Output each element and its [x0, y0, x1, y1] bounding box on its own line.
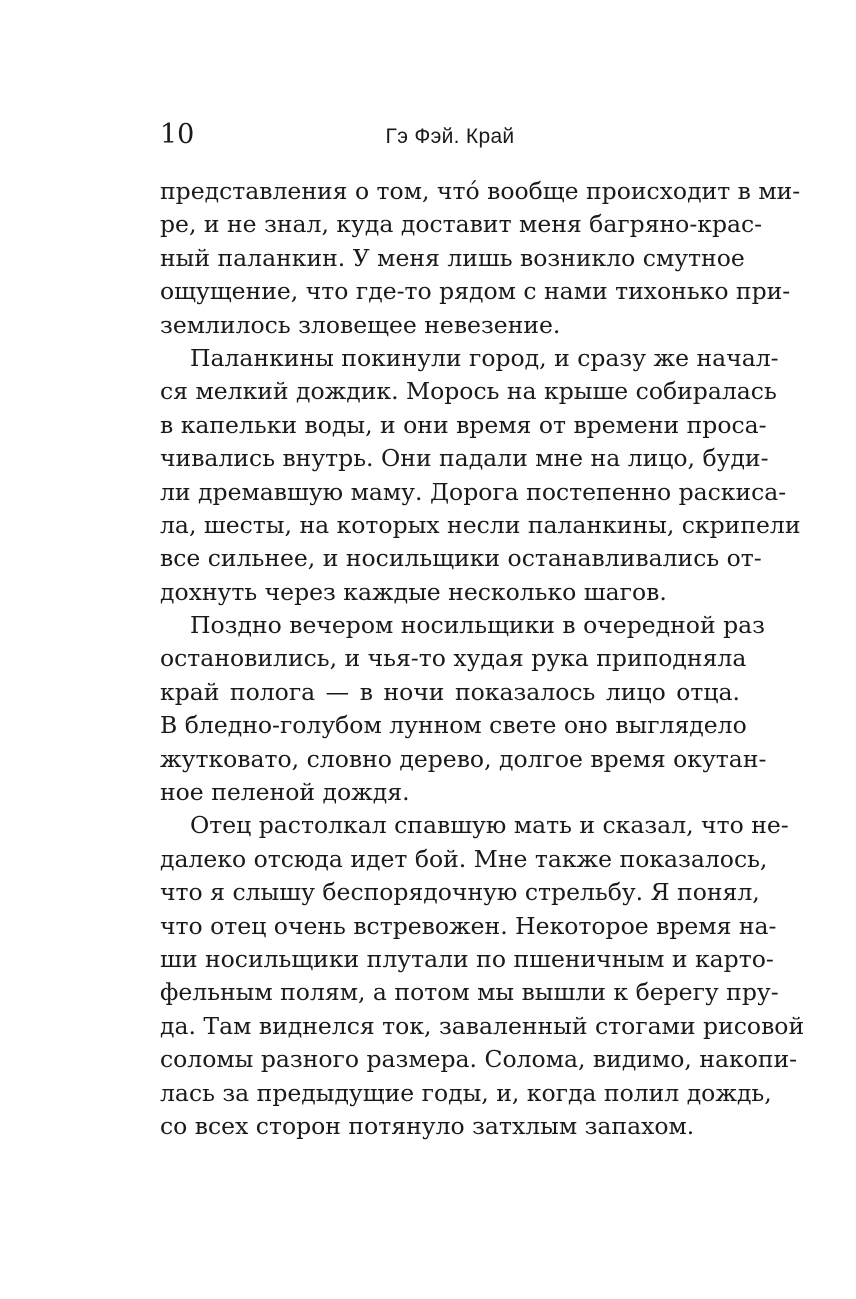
text-line: все сильнее, и носильщики останавливались от-	[160, 544, 762, 573]
running-title: Гэ Фэй. Край	[385, 125, 515, 148]
text-line: со всех сторон потянуло затхлым запахом.	[160, 1111, 695, 1140]
paragraph	[160, 609, 767, 809]
text-line: Паланкины покинули город, и сразу же начал-	[190, 343, 779, 372]
text-line: ли дремавшую маму. Дорога постепенно раскиса-	[160, 477, 787, 506]
body-text	[160, 175, 805, 1143]
text-line: чивались внутрь. Они падали мне на лицо, буди-	[160, 444, 769, 473]
text-line: лась за предыдущие годы, и, когда полил дождь,	[160, 1078, 772, 1107]
text-line: ный паланкин. У меня лишь возникло смутное	[160, 243, 745, 272]
text-line: землилось зловещее невезение.	[160, 310, 561, 339]
text-line: Поздно вечером носильщики в очередной раз	[190, 611, 765, 640]
text-line: что отец очень встревожен. Некоторое время на-	[160, 911, 777, 940]
page-number: 10	[160, 119, 195, 150]
text-line: ся мелкий дождик. Морось на крыше собиралась	[160, 377, 777, 406]
text-line: ла, шесты, на которых несли паланкины, скрипели	[160, 510, 801, 539]
text-line: ши носильщики плутали по пшеничным и карто-	[160, 944, 774, 973]
text-line: Отец растолкал спавшую мать и сказал, что не-	[190, 811, 789, 840]
text-line: фельным полям, а потом мы вышли к берегу пру-	[160, 978, 779, 1007]
text-line: да. Там виднелся ток, заваленный стогами рисовой	[160, 1011, 805, 1040]
paragraph	[160, 175, 801, 342]
text-line: ре, и не знал, куда доставит меня багряно-крас-	[160, 210, 763, 239]
text-line: дохнуть через каждые несколько шагов.	[160, 577, 667, 606]
text-line: край полога — в ночи показалось лицо отца.	[160, 677, 740, 706]
text-line: представления о том, что́ вообще происходит в ми-	[160, 177, 801, 205]
text-line: жутковато, словно дерево, долгое время окутан-	[160, 744, 767, 773]
text-line: ное пеленой дождя.	[160, 778, 410, 807]
text-line: остановились, и чья-то худая рука приподняла	[160, 644, 747, 673]
text-line: в капельки воды, и они время от времени проса-	[160, 410, 767, 439]
paragraph	[160, 342, 801, 609]
text-line: далеко отсюда идет бой. Мне также показалось,	[160, 844, 768, 873]
text-line: что я слышу беспорядочную стрельбу. Я понял,	[160, 878, 760, 907]
text-line: В бледно-голубом лунном свете оно выглядело	[160, 711, 747, 740]
text-line: соломы разного размера. Солома, видимо, накопи-	[160, 1045, 798, 1074]
running-head	[160, 118, 740, 152]
text-line: ощущение, что где-то рядом с нами тихонько при-	[160, 277, 791, 306]
paragraph	[160, 809, 805, 1143]
